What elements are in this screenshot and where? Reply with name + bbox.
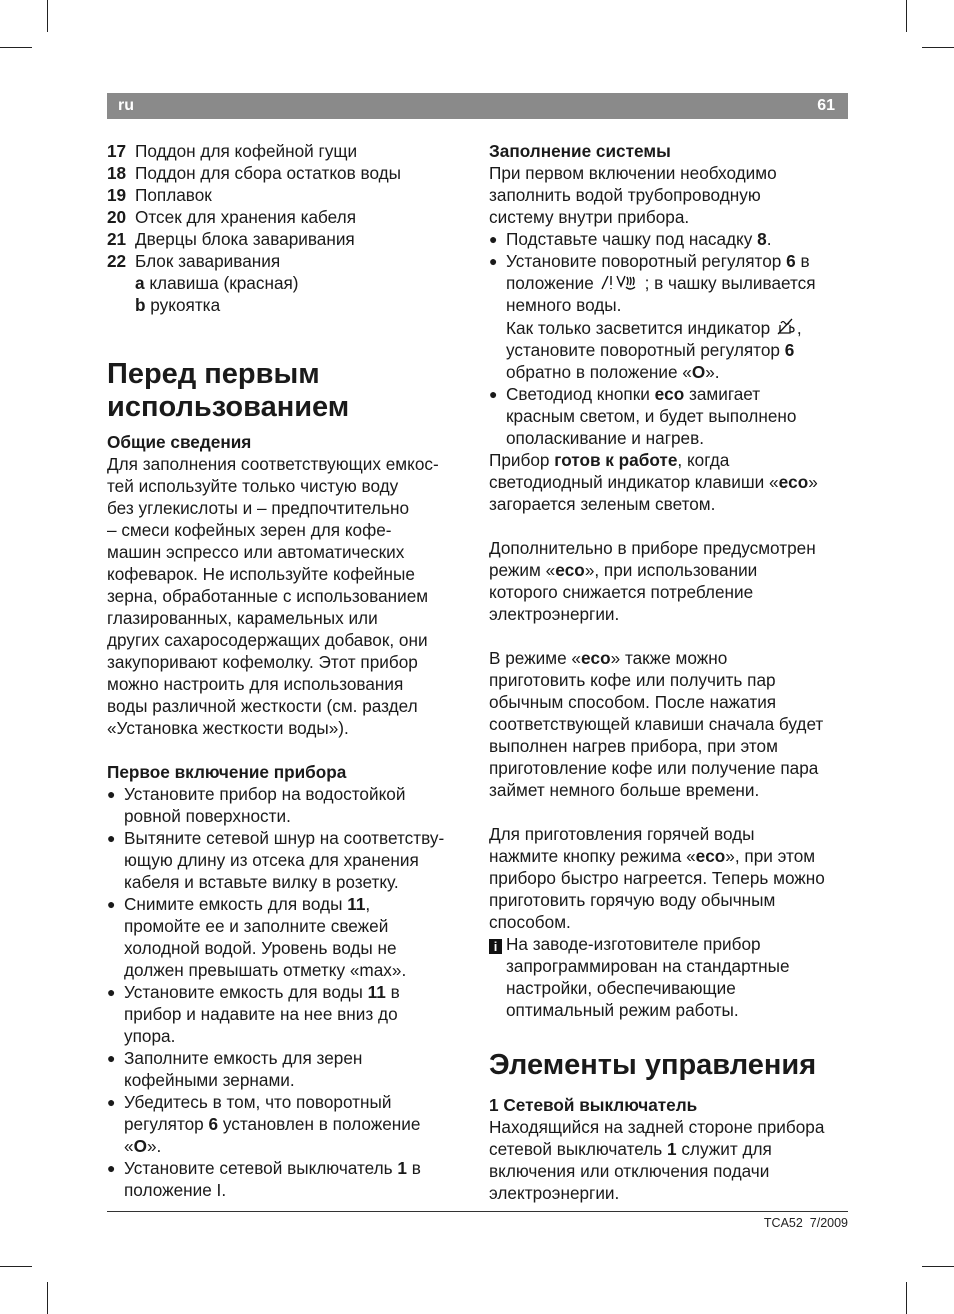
bullet-icon: ● (107, 896, 116, 912)
list-item: 19 Поплавок (107, 185, 212, 205)
subsection-heading: 1 Сетевой выключатель (489, 1095, 698, 1115)
crop-mark (0, 47, 32, 48)
bullet-item: ● Снимите емкость для воды 11, промойте ее и заполните свежей холодной водой. Уровень воды не должен превышать отметку «max». (107, 894, 407, 980)
bullet-icon: ● (107, 1050, 116, 1066)
bullet-icon: ● (107, 1160, 116, 1176)
bullet-icon: ● (489, 253, 498, 269)
edition-date: 7/2009 (809, 1216, 848, 1230)
bullet-icon: ● (107, 786, 116, 802)
rinse-indicator-icon (775, 316, 797, 336)
page-number: 61 (817, 97, 835, 114)
bullet-icon: ● (107, 1094, 116, 1110)
section-title: Перед первым использованием (107, 358, 350, 423)
list-subitem: b рукоятка (135, 295, 221, 315)
model-code: TCA52 (763, 1216, 803, 1230)
bullet-icon: ● (107, 984, 116, 1000)
bullet-item: ● Подставьте чашку под насадку 8. (489, 229, 772, 249)
footer-info (764, 1216, 848, 1230)
bullet-icon: ● (489, 231, 498, 247)
bullet-item: ● Светодиод кнопки eco замигает красным светом, и будет выполнено ополаскивание и нагрев. (489, 384, 797, 448)
language-code: ru (118, 97, 134, 114)
crop-mark (47, 0, 48, 32)
list-item: 17 Поддон для кофейной гущи (107, 141, 358, 161)
list-subitem: a клавиша (красная) (135, 273, 299, 293)
crop-mark (906, 1282, 907, 1314)
page-header-bar (107, 93, 848, 119)
bullet-item: ● Заполните емкость для зерен кофейными зернами. (107, 1048, 363, 1090)
bullet-item: ● Установите прибор на водостойкой ровной поверхности. (107, 784, 406, 826)
crop-mark (47, 1282, 48, 1314)
bullet-item: ● Убедитесь в том, что поворотный регулятор 6 установлен в положение «O». (107, 1092, 421, 1156)
footer-divider (107, 1211, 848, 1212)
parts-list (107, 140, 472, 316)
crop-mark (922, 1266, 954, 1267)
list-item: 20 Отсек для хранения кабеля (107, 207, 357, 227)
bullet-icon: ● (107, 830, 116, 846)
info-icon: i (489, 939, 502, 954)
bullet-item: ● Установите емкость для воды 11 в прибор и надавите на нее вниз до упора. (107, 982, 400, 1046)
steam-water-position-icon (599, 273, 645, 291)
list-item: 22 Блок заваривания (107, 251, 281, 271)
subsection-heading: Заполнение системы (489, 141, 671, 161)
bullet-item: ● Установите сетевой выключатель 1 в положение I. (107, 1158, 421, 1200)
subsection-heading: Первое включение прибора (107, 762, 347, 782)
left-column (107, 140, 472, 1201)
crop-mark (906, 0, 907, 32)
crop-mark (0, 1266, 32, 1267)
list-item: 18 Поддон для сбора остатков воды (107, 163, 402, 183)
info-note: i На заводе-изготовителе прибор запрограммирован на стандартные настройки, обеспечивающие оптимальный режим работы. (489, 933, 851, 1021)
bullet-item: ● Вытяните сетевой шнур на соответству- ющую длину из отсека для хранения кабеля и вставьте вилку в розетку. (107, 828, 445, 892)
bullet-item: ● Установите поворотный регулятор 6 в положение ; в чашку выливается немного воды. Как только засветится индикатор , установите поворотный регулятор 6 обратно в положение «O». (489, 251, 816, 382)
crop-mark (922, 47, 954, 48)
general-paragraph: Для заполнения соответствующих емкос- тей используйте только чистую воду без углекислоты и – предпочтительно – смеси кофейных зерен для кофе- машин эспрессо или автоматических кофеварок. Не используйте кофейные зерна, обработанные с использованием глазированных, карамельных или других сахаросодержащих добавок, они закупоривают кофемолку. Этот прибор можно настроить для использования воды различной жесткости (см. раздел «Установка жесткости воды»). (107, 454, 439, 738)
subsection-heading: Общие сведения (107, 432, 252, 452)
bullet-icon: ● (489, 386, 498, 402)
list-item: 21 Дверцы блока заваривания (107, 229, 355, 249)
right-column: Заполнение системы При первом включении необходимо заполнить водой трубопроводную систему внутри прибора. ● Подставьте чашку под насадку 8. ● Установите поворотный регулятор 6 в положение ; в чашку выливается немного воды. Как только засветится индикатор , установите поворотный регулятор 6 обратно в положение «O». ● Светодиод кнопки eco замигает красным светом, и будет выполнено ополаскивание и нагрев. Прибор готов к работе, когда светодиодный индикатор клавиши «eco» загорается зеленым светом. Дополнительно в приборе предусмотрен режим «eco», при использовании которого снижается потребление электроэнергии. В режиме «eco» также можно приготовить кофе или получить пар обычным способом. После нажатия соответствующей клавиши сначала будет выполнен нагрев прибора, при этом приготовление кофе или получение пара займет немного больше времени. Для приготовления горячей воды нажмите кнопку режима «eco», при этом приборо быстро нагреется. Теперь можно приготовить горячую воду обычным способом. i На заводе-изготовителе прибор запрограммирован на стандартные настройки, обеспечивающие оптимальный режим работы. Элементы управления 1 Сетевой выключатель Находящийся на задней стороне прибора сетевой выключатель 1 служит для включения или отключения подачи электроэнергии. (489, 140, 851, 1204)
section-title: Элементы управления (489, 1049, 817, 1081)
